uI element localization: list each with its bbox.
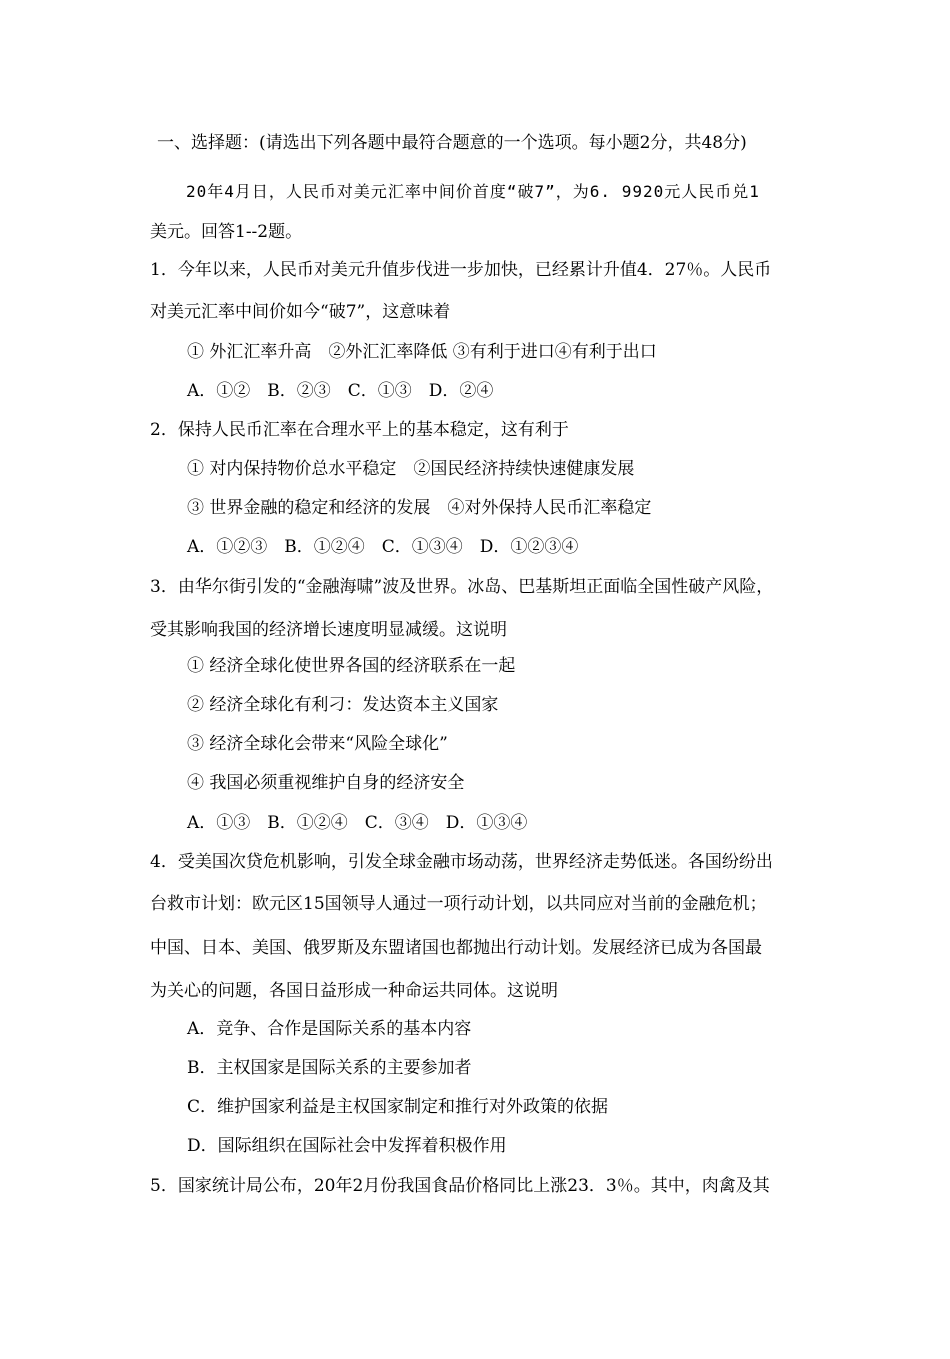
q3-item-2: ② 经济全球化有利刁：发达资本主义国家 — [187, 695, 499, 715]
q2-item-2: ③ 世界金融的稳定和经济的发展 ④对外保持人民币汇率稳定 — [187, 498, 652, 518]
q1-items: ① 外汇汇率升高 ②外汇汇率降低 ③有利于进口④有利于出口 — [187, 342, 657, 362]
intro-line-2: 美元。回答1--2题。 — [150, 222, 303, 242]
q3-item-1: ① 经济全球化使世界各国的经济联系在一起 — [187, 656, 516, 676]
q1-stem-line-2: 对美元汇率中间价如今“破7”，这意味着 — [150, 302, 451, 322]
q4-option-c: C．维护国家利益是主权国家制定和推行对外政策的依据 — [187, 1097, 609, 1117]
q4-option-b: B．主权国家是国际关系的主要参加者 — [187, 1058, 472, 1078]
q4-option-a: A．竞争、合作是国际关系的基本内容 — [187, 1019, 472, 1039]
q5-stem-line-1: 5．国家统计局公布，20年2月份我国食品价格同比上涨23．3％。其中，肉禽及其 — [150, 1176, 770, 1196]
q2-options: A．①②③ B．①②④ C．①③④ D．①②③④ — [187, 537, 579, 557]
q4-stem-line-4: 为关心的问题，各国日益形成一种命运共同体。这说明 — [150, 981, 558, 1001]
q3-stem-line-2: 受其影响我国的经济增长速度明显减缓。这说明 — [150, 620, 507, 640]
intro-line-1: 20年4月日，人民币对美元汇率中间价首度“破7”，为6. 9920元人民币兑1 — [186, 182, 760, 201]
q2-stem: 2．保持人民币汇率在合理水平上的基本稳定，这有利于 — [150, 420, 569, 440]
q2-item-1: ① 对内保持物价总水平稳定 ②国民经济持续快速健康发展 — [187, 459, 635, 479]
q1-stem-line-1: 1．今年以来，人民币对美元升值步伐进一步加快，已经累计升值4．27％。人民币 — [150, 260, 772, 280]
q3-item-3: ③ 经济全球化会带来“风险全球化” — [187, 734, 448, 754]
q1-options: A．①② B．②③ C．①③ D．②④ — [187, 381, 494, 401]
section-heading: 一、选择题：(请选出下列各题中最符合题意的一个选项。每小题2分，共48分) — [157, 133, 747, 153]
q4-stem-line-2: 台救市计划：欧元区15国领导人通过一项行动计划，以共同应对当前的金融危机； — [150, 894, 767, 914]
q3-stem-line-1: 3．由华尔街引发的“金融海啸”波及世界。冰岛、巴基斯坦正面临全国性破产风险， — [150, 577, 774, 597]
q4-option-d: D．国际组织在国际社会中发挥着积极作用 — [187, 1136, 507, 1156]
q3-item-4: ④ 我国必须重视维护自身的经济安全 — [187, 773, 465, 793]
q3-options: A．①③ B．①②④ C．③④ D．①③④ — [187, 813, 528, 833]
q4-stem-line-1: 4．受美国次贷危机影响，引发全球金融市场动荡，世界经济走势低迷。各国纷纷出 — [150, 852, 773, 872]
q4-stem-line-3: 中国、日本、美国、俄罗斯及东盟诸国也都抛出行动计划。发展经济已成为各国最 — [150, 938, 762, 958]
